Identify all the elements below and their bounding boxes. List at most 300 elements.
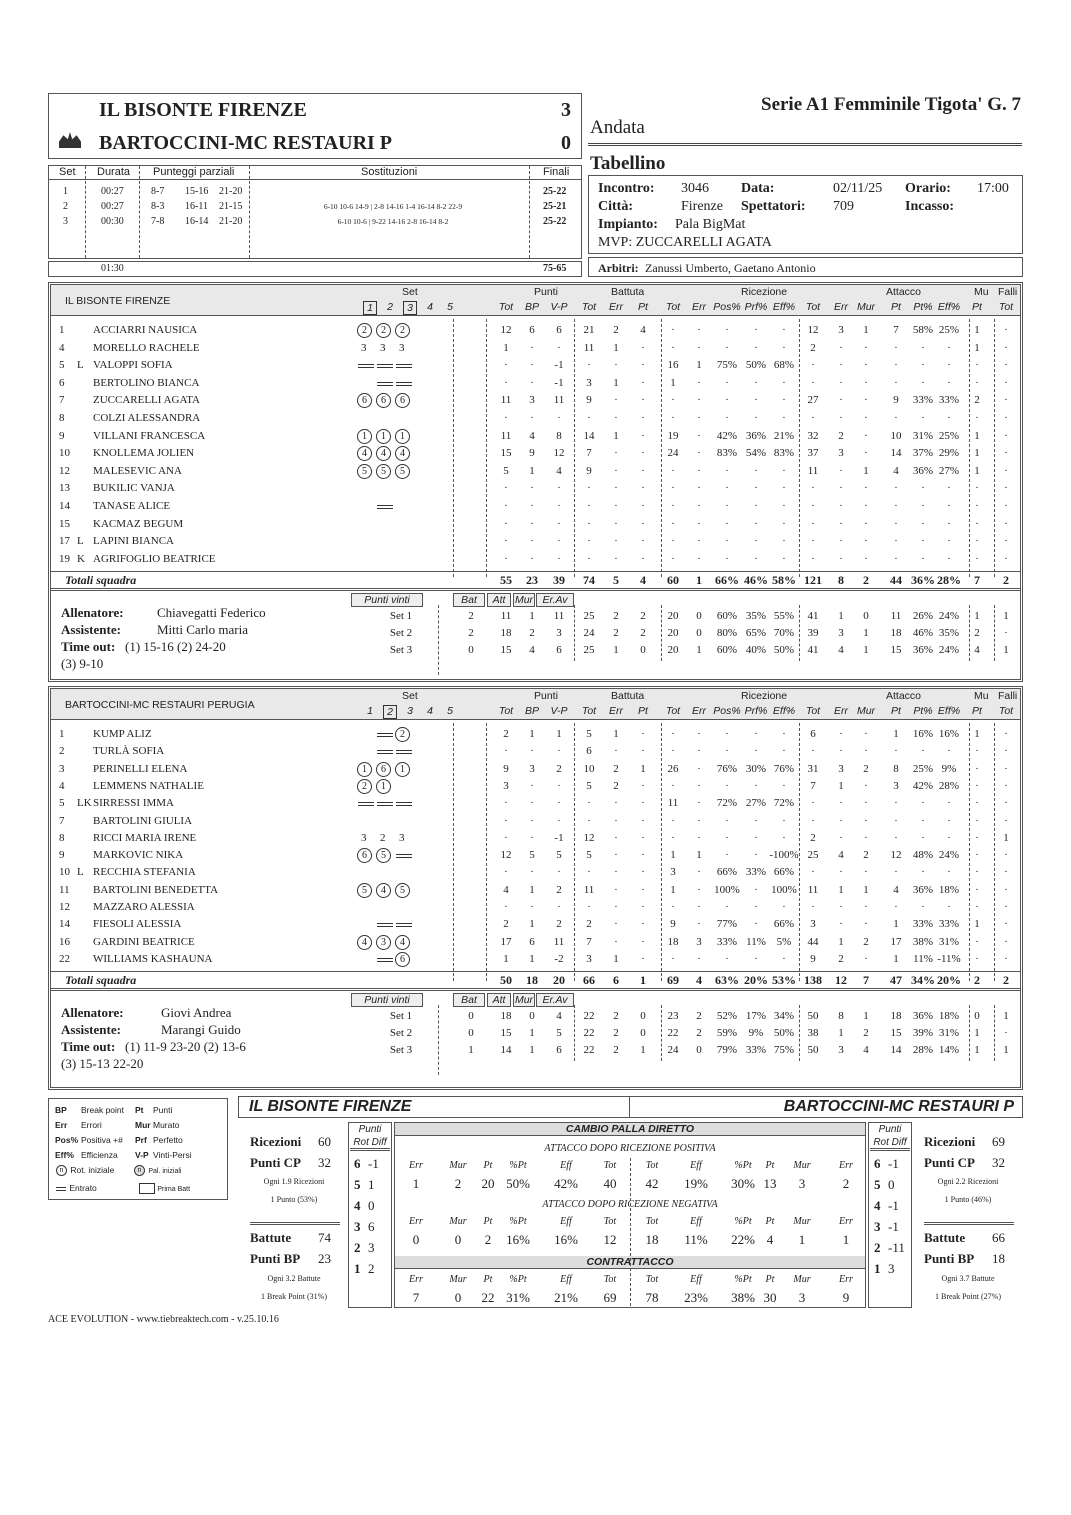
stat-cell: 33%: [912, 918, 934, 931]
player-name: MAZZARO ALESSIA: [93, 901, 195, 913]
stat-cell: ·: [782, 552, 786, 565]
set-breakdown-label: Set 3: [389, 1044, 413, 1057]
player-row: [51, 499, 1020, 517]
player-row: [51, 935, 1020, 952]
set-breakdown-cell: 2: [613, 610, 619, 623]
stat-cell: 1: [838, 883, 844, 896]
stat-cell: 33%: [938, 918, 960, 931]
player-number: 19: [59, 552, 70, 565]
stat-cell: ·: [754, 394, 758, 407]
player-row: [51, 481, 1020, 499]
summary-ogni2: Ogni 3.2 Battute: [267, 1274, 321, 1283]
stat-cell: ·: [725, 728, 729, 740]
stat-cell: ·: [1004, 814, 1008, 827]
stat-cell: ·: [641, 376, 645, 389]
stat-cell: ·: [754, 412, 758, 424]
stat-cell: ·: [1004, 359, 1008, 372]
substitution-icon: [377, 505, 393, 509]
rotation-diff: -1: [368, 1156, 379, 1171]
stat-cell: ·: [782, 952, 786, 965]
player-name: ZUCCARELLI AGATA: [93, 394, 200, 407]
stat-cell: ·: [947, 552, 951, 565]
substitution-icon: [377, 750, 393, 754]
stat-cell: ·: [530, 359, 534, 372]
player-name: MARKOVIC NIKA: [93, 849, 184, 862]
stat-cell: 7: [586, 447, 592, 460]
stat-cell: ·: [641, 359, 645, 372]
summary-value: 3: [798, 1290, 806, 1305]
stat-cell: ·: [725, 376, 729, 389]
stat-cell: 26: [667, 762, 679, 775]
rotation-circle-icon: 6: [357, 393, 372, 408]
stat-cell: 4: [556, 464, 562, 477]
summary-value: 1: [798, 1232, 806, 1247]
summary-bat_l: Battute: [924, 1230, 966, 1245]
summary-punto: 1 Punto (53%): [270, 1195, 318, 1204]
stat-cell: ·: [864, 517, 868, 530]
timeout-value-2: (3) 15-13 22-20: [61, 1056, 144, 1072]
stat-cell: ·: [587, 500, 591, 512]
timeout-value: (1) 15-16 (2) 24-20: [125, 639, 226, 655]
set-breakdown-label: Set 1: [389, 1010, 413, 1023]
stat-cell: 1: [863, 464, 869, 477]
stat-cell: ·: [975, 500, 979, 512]
set-breakdown-cell: 18%: [938, 1010, 960, 1023]
set-breakdown-row: [51, 1026, 1020, 1042]
stat-cell: ·: [782, 394, 786, 407]
stat-cell: 2: [863, 935, 869, 948]
stat-cell: ·: [725, 831, 729, 844]
player-number: 10: [59, 866, 70, 879]
stat-cell: 1: [974, 341, 980, 354]
player-name: TURLÀ SOFIA: [93, 745, 165, 758]
column-header: Pt: [638, 705, 648, 717]
stat-cell: ·: [641, 447, 645, 460]
stat-cell: ·: [754, 341, 758, 354]
stat-cell: ·: [839, 728, 843, 740]
total-cell: 12: [835, 973, 847, 988]
substitution-icon: [377, 733, 393, 737]
stat-cell: ·: [811, 797, 815, 810]
stat-cell: 3: [838, 447, 844, 460]
set-breakdown-cell: 1: [613, 644, 619, 657]
stat-cell: ·: [557, 866, 561, 879]
stat-cell: ·: [641, 745, 645, 758]
column-header: Tot: [581, 705, 597, 717]
stat-cell: ·: [671, 728, 675, 740]
stat-cell: 3: [529, 394, 535, 407]
stat-cell: 9: [670, 918, 676, 931]
stat-cell: ·: [725, 517, 729, 530]
set-number: 4: [427, 705, 433, 717]
stat-cell: 19: [667, 429, 679, 442]
summary-ogni2: Ogni 3.7 Battute: [941, 1274, 995, 1283]
stat-cell: 4: [893, 883, 899, 896]
player-row: [51, 831, 1020, 848]
player-name: GARDINI BEATRICE: [93, 935, 195, 948]
stat-cell: ·: [947, 376, 951, 389]
player-name: FIESOLI ALESSIA: [93, 918, 182, 931]
stat-cell: ·: [894, 535, 898, 548]
summary-value: 20: [481, 1176, 495, 1191]
stat-cell: 33%: [938, 394, 960, 407]
legend-abbr: Mur: [135, 1120, 151, 1130]
set-breakdown-cell: 24%: [938, 644, 960, 657]
group-header-falli: Falli: [998, 286, 1018, 298]
stat-cell: 27%: [938, 464, 960, 477]
column-header: Pos%: [713, 705, 741, 717]
total-cell: 2: [863, 573, 869, 588]
stat-cell: ·: [530, 517, 534, 530]
stat-cell: ·: [975, 535, 979, 548]
stat-cell: ·: [811, 376, 815, 389]
stat-cell: ·: [811, 552, 815, 565]
summary-cp_l: Punti CP: [250, 1155, 301, 1170]
stat-cell: ·: [864, 447, 868, 460]
rotation-diff: 0: [888, 1177, 895, 1192]
player-row: [51, 464, 1020, 482]
stat-cell: ·: [975, 517, 979, 530]
stat-cell: ·: [697, 952, 701, 965]
summary-bat: 66: [992, 1230, 1005, 1245]
set-breakdown-cell: 22: [583, 1027, 595, 1040]
set-breakdown-cell: 1: [1003, 644, 1009, 657]
set-breakdown-cell: 0: [640, 644, 646, 657]
column-header: Tot: [665, 301, 681, 313]
player-name: BUKILIC VANJA: [93, 482, 175, 495]
summary-column-header: Mur: [449, 1274, 467, 1285]
stat-cell: ·: [671, 814, 675, 827]
player-number: 5: [59, 797, 65, 810]
rotation-circle-icon: 5: [395, 883, 410, 898]
stat-cell: ·: [614, 517, 618, 530]
set-cell-sost: 6-10 10-6 | 9-22 14-16 2-8 16-14 8-2: [337, 217, 449, 226]
player-number: 8: [59, 412, 65, 424]
rotation-number: 6: [874, 1156, 881, 1171]
player-number: 2: [59, 745, 65, 758]
set-breakdown-cell: 11: [890, 610, 902, 623]
player-name: LEMMENS NATHALIE: [93, 779, 204, 792]
rotation-number: 4: [874, 1198, 881, 1213]
stat-cell: ·: [504, 814, 508, 827]
set-breakdown-cell: 33%: [745, 1044, 767, 1057]
stat-cell: -1: [554, 359, 564, 372]
column-header: Pt: [972, 705, 982, 717]
stat-cell: ·: [811, 517, 815, 530]
player-number: 9: [59, 429, 65, 442]
set-breakdown-cell: 15: [890, 644, 902, 657]
summary-bp_l: Punti BP: [250, 1251, 301, 1266]
rotation-number: 4: [354, 1198, 361, 1213]
stat-cell: ·: [975, 935, 979, 948]
stat-cell: 11: [553, 935, 565, 948]
set-breakdown-cell: 0: [974, 1010, 980, 1023]
column-header: BP: [524, 705, 539, 717]
stat-cell: ·: [671, 535, 675, 548]
stat-cell: ·: [975, 359, 979, 372]
set-breakdown-cell: 41: [807, 644, 819, 657]
coach-name: Chiavegatti Federico: [157, 605, 266, 621]
player-role: LK: [77, 797, 92, 810]
set-breakdown-cell: 35%: [938, 627, 960, 640]
legend-desc: Perfetto: [153, 1135, 183, 1145]
stat-cell: ·: [811, 359, 815, 372]
stat-cell: ·: [530, 341, 534, 354]
stat-cell: ·: [894, 500, 898, 512]
stat-cell: ·: [504, 412, 508, 424]
stat-cell: ·: [864, 535, 868, 548]
stat-cell: ·: [504, 482, 508, 495]
summary-value: 16%: [554, 1232, 578, 1247]
set-breakdown-cell: 28%: [912, 1044, 934, 1057]
stat-cell: 11: [807, 464, 819, 477]
stat-cell: ·: [894, 745, 898, 758]
group-header-set: Set: [402, 286, 418, 298]
legend-desc: Positiva +#: [81, 1135, 123, 1145]
stat-cell: ·: [1004, 918, 1008, 931]
stat-cell: ·: [782, 728, 786, 740]
stat-cell: ·: [614, 482, 618, 495]
stat-cell: 1: [670, 883, 676, 896]
stat-cell: 17: [890, 935, 902, 948]
stat-cell: 2: [556, 762, 562, 775]
column-header: Mur: [856, 705, 876, 717]
stat-cell: ·: [725, 324, 729, 336]
stat-cell: 1: [893, 952, 899, 965]
mvp-label: MVP: ZUCCARELLI AGATA: [598, 235, 772, 250]
stat-cell: ·: [811, 482, 815, 495]
stat-cell: ·: [641, 341, 645, 354]
set-breakdown-cell: 1: [1003, 1010, 1009, 1023]
stat-cell: ·: [894, 901, 898, 913]
rotation-circle-icon: 2: [376, 323, 391, 338]
stat-cell: 18%: [938, 883, 960, 896]
set-breakdown-cell: 1: [838, 1027, 844, 1040]
set-cell-p1: 7-8: [151, 216, 165, 227]
column-header: Prf%: [744, 705, 768, 717]
stat-cell: 2: [503, 918, 509, 931]
stat-cell: ·: [1004, 394, 1008, 407]
stat-cell: ·: [864, 952, 868, 965]
stat-cell: ·: [641, 779, 645, 792]
stat-cell: ·: [754, 814, 758, 827]
stat-cell: ·: [697, 901, 701, 913]
stat-cell: ·: [782, 464, 786, 477]
stat-cell: ·: [894, 376, 898, 389]
stat-cell: ·: [975, 412, 979, 424]
stat-cell: ·: [754, 517, 758, 530]
player-number: 1: [59, 728, 65, 740]
stat-cell: 25%: [912, 762, 934, 775]
stat-cell: ·: [864, 797, 868, 810]
total-cell: 6: [613, 973, 619, 988]
stat-cell: ·: [947, 482, 951, 495]
stat-cell: ·: [641, 814, 645, 827]
legend-abbr: Prf: [135, 1135, 147, 1145]
stat-cell: ·: [864, 918, 868, 931]
stat-cell: 31%: [912, 429, 934, 442]
stat-cell: 2: [613, 324, 619, 336]
stat-cell: 11: [553, 394, 565, 407]
set-breakdown-header: Mur: [514, 594, 534, 607]
player-number: 17: [59, 535, 70, 548]
summary-cp: 32: [992, 1155, 1005, 1170]
stat-cell: ·: [864, 831, 868, 844]
set-number: 5: [447, 705, 453, 717]
stat-cell: ·: [894, 517, 898, 530]
stat-cell: 18: [667, 935, 679, 948]
total-cell: 47: [890, 973, 902, 988]
total-cell: 138: [804, 973, 822, 988]
stat-cell: 66%: [773, 918, 795, 931]
stat-cell: 2: [556, 883, 562, 896]
stat-cell: ·: [947, 866, 951, 879]
summary-bat: 74: [318, 1230, 331, 1245]
set-breakdown-cell: 2: [640, 627, 646, 640]
set-breakdown-cell: 55%: [773, 610, 795, 623]
stat-cell: ·: [641, 866, 645, 879]
summary-value: 23%: [684, 1290, 708, 1305]
stat-cell: 1: [696, 359, 702, 372]
stat-cell: 2: [863, 849, 869, 862]
stat-cell: ·: [782, 412, 786, 424]
stat-cell: ·: [975, 779, 979, 792]
stat-cell: ·: [754, 849, 758, 862]
stat-cell: ·: [1004, 728, 1008, 740]
set-number: 3: [403, 301, 417, 315]
rotation-diff: -1: [888, 1198, 899, 1213]
summary-punto: 1 Punto (46%): [944, 1195, 992, 1204]
stat-cell: ·: [504, 376, 508, 389]
set-breakdown-header: Mur: [514, 994, 534, 1007]
stat-cell: 5: [556, 849, 562, 862]
stat-cell: ·: [975, 901, 979, 913]
stat-cell: 32: [807, 429, 819, 442]
stat-cell: ·: [782, 535, 786, 548]
set-breakdown-cell: 52%: [716, 1010, 738, 1023]
stat-cell: ·: [725, 341, 729, 354]
stat-cell: ·: [697, 745, 701, 758]
rotation-circle-icon: 4: [376, 883, 391, 898]
substitution-icon: [377, 802, 393, 806]
set-breakdown-cell: 18: [500, 1010, 512, 1023]
stat-cell: ·: [614, 883, 618, 896]
player-role: K: [77, 552, 85, 565]
stat-cell: 9: [529, 447, 535, 460]
set-breakdown-cell: 14: [500, 1044, 512, 1057]
stat-cell: 30%: [745, 762, 767, 775]
stat-cell: ·: [975, 952, 979, 965]
rotation-circle-icon: 1: [357, 429, 372, 444]
set-breakdown-header: Punti vinti: [351, 593, 423, 607]
stat-cell: 2: [838, 429, 844, 442]
rotation-circle-icon: 4: [357, 446, 372, 461]
set-number: 1: [367, 705, 373, 717]
set-breakdown-cell: 4: [863, 1044, 869, 1057]
stat-cell: 6: [529, 935, 535, 948]
set-breakdown-cell: 2: [613, 1027, 619, 1040]
stat-cell: ·: [754, 831, 758, 844]
stat-cell: ·: [725, 779, 729, 792]
stat-cell: ·: [697, 831, 701, 844]
rotation-number: 5: [874, 1177, 881, 1192]
total-cell: 60: [667, 573, 679, 588]
pal-iniziali-icon: n: [134, 1165, 145, 1176]
group-header-battuta: Battuta: [611, 286, 645, 298]
stat-cell: ·: [671, 324, 675, 336]
stat-cell: 1: [974, 918, 980, 931]
column-header: Err: [609, 705, 623, 717]
stat-cell: ·: [614, 412, 618, 424]
stat-cell: ·: [864, 376, 868, 389]
summary-column-header: Err: [409, 1216, 423, 1227]
set-breakdown-cell: 18: [500, 627, 512, 640]
stat-cell: ·: [921, 745, 925, 758]
stat-cell: 25%: [938, 429, 960, 442]
set-breakdown-cell: 1: [468, 1044, 474, 1057]
stat-cell: 1: [696, 849, 702, 862]
total-cell: 34%: [911, 973, 935, 988]
stat-cell: ·: [725, 849, 729, 862]
rotation-number: 3: [874, 1219, 881, 1234]
stat-cell: ·: [782, 779, 786, 792]
summary-column-header: Pt: [483, 1160, 493, 1171]
rotation-circle-icon: 5: [357, 464, 372, 479]
group-header-mu: Mu: [974, 690, 989, 702]
stat-cell: ·: [671, 482, 675, 495]
stat-cell: ·: [504, 797, 508, 810]
stat-cell: ·: [894, 359, 898, 372]
total-cell: 46%: [744, 573, 768, 588]
stat-cell: 21%: [773, 429, 795, 442]
summary-value: 69: [603, 1290, 617, 1305]
set-cell-p2: 16-11: [185, 201, 208, 212]
stat-cell: 5: [529, 849, 535, 862]
summary-ric_l: Ricezioni: [250, 1134, 302, 1149]
rotation-circle-icon: 3: [376, 935, 391, 950]
stat-cell: 4: [503, 883, 509, 896]
stat-cell: 33%: [716, 935, 738, 948]
set-cell-fin: 25-21: [543, 201, 567, 212]
stat-cell: 3: [838, 762, 844, 775]
set-breakdown-row: [51, 1009, 1020, 1025]
summary-value: 1: [412, 1176, 420, 1191]
stat-cell: ·: [754, 482, 758, 495]
set-cell-p2: 15-16: [185, 186, 209, 197]
stat-cell: ·: [671, 464, 675, 477]
rotation-circle-icon: 5: [376, 464, 391, 479]
stat-cell: ·: [725, 552, 729, 565]
stat-cell: ·: [1004, 376, 1008, 389]
stat-cell: ·: [782, 745, 786, 758]
set-breakdown-cell: 1: [1003, 610, 1009, 623]
stat-cell: ·: [725, 394, 729, 407]
stat-cell: 11: [667, 797, 679, 810]
stat-cell: ·: [921, 814, 925, 827]
stat-cell: 9%: [941, 762, 957, 775]
stat-cell: 2: [503, 728, 509, 740]
stat-cell: ·: [811, 500, 815, 512]
legend-abbr: Pos%: [55, 1135, 79, 1145]
stat-cell: 2: [556, 918, 562, 931]
summary-value: 2: [842, 1176, 850, 1191]
stat-cell: ·: [587, 866, 591, 879]
legend-desc: Punti: [153, 1105, 173, 1115]
stat-cell: ·: [557, 552, 561, 565]
stat-cell: 12: [553, 447, 565, 460]
rot-iniziale-icon: n: [56, 1165, 67, 1176]
away-team-panel: [48, 686, 1023, 1090]
